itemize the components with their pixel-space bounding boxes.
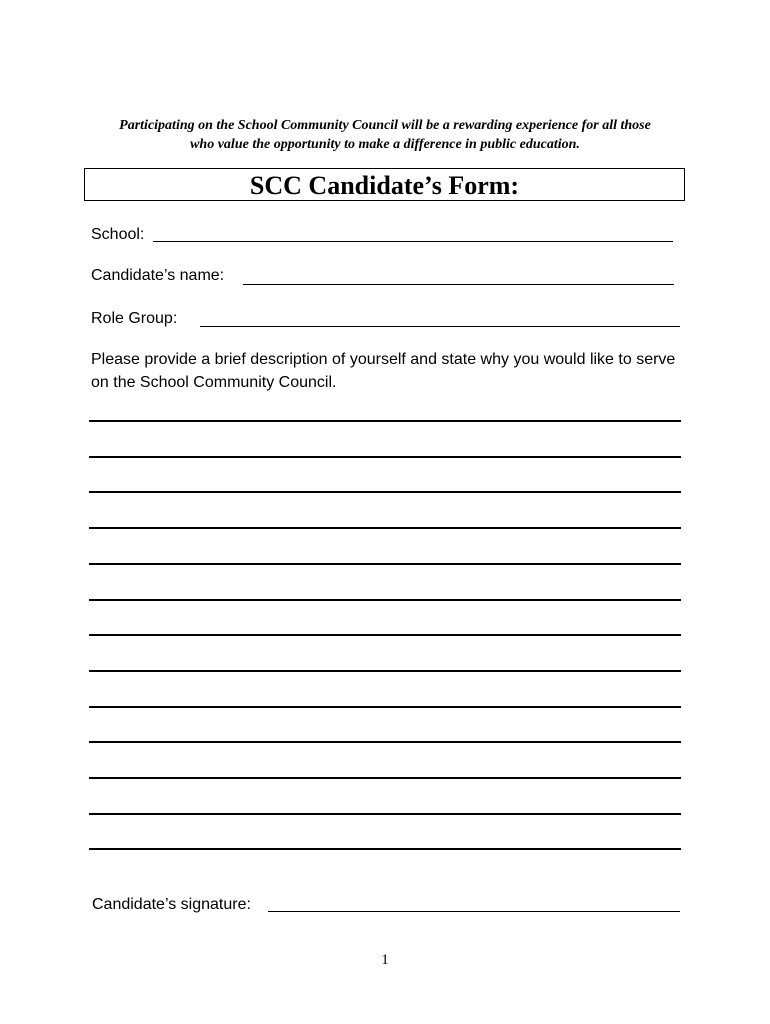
school-label: School:: [91, 226, 145, 243]
form-title: SCC Candidate’s Form:: [84, 168, 685, 201]
intro-line-2: who value the opportunity to make a difference in public education.: [190, 137, 580, 152]
description-line[interactable]: [89, 848, 681, 850]
description-prompt: Please provide a brief description of yourself and state why you would like to serve on the School Community Council.: [91, 351, 676, 391]
role-group-label: Role Group:: [91, 310, 178, 327]
description-line[interactable]: [89, 706, 681, 708]
page-number: 1: [381, 952, 389, 968]
description-line[interactable]: [89, 634, 681, 636]
description-line[interactable]: [89, 777, 681, 779]
description-line[interactable]: [89, 563, 681, 565]
signature-field[interactable]: [268, 911, 680, 912]
intro-line-1: Participating on the School Community Council will be a rewarding experience for all those: [119, 118, 651, 133]
description-line[interactable]: [89, 813, 681, 815]
description-line[interactable]: [89, 670, 681, 672]
school-field[interactable]: [153, 241, 673, 242]
description-line[interactable]: [89, 599, 681, 601]
signature-label: Candidate’s signature:: [92, 896, 251, 913]
role-group-field[interactable]: [200, 326, 680, 327]
candidate-name-label: Candidate’s name:: [91, 267, 225, 284]
description-line[interactable]: [89, 456, 681, 458]
candidate-name-field[interactable]: [243, 284, 674, 285]
intro-text: [60, 116, 710, 154]
description-line[interactable]: [89, 527, 681, 529]
description-line[interactable]: [89, 491, 681, 493]
description-line[interactable]: [89, 420, 681, 422]
description-line[interactable]: [89, 741, 681, 743]
